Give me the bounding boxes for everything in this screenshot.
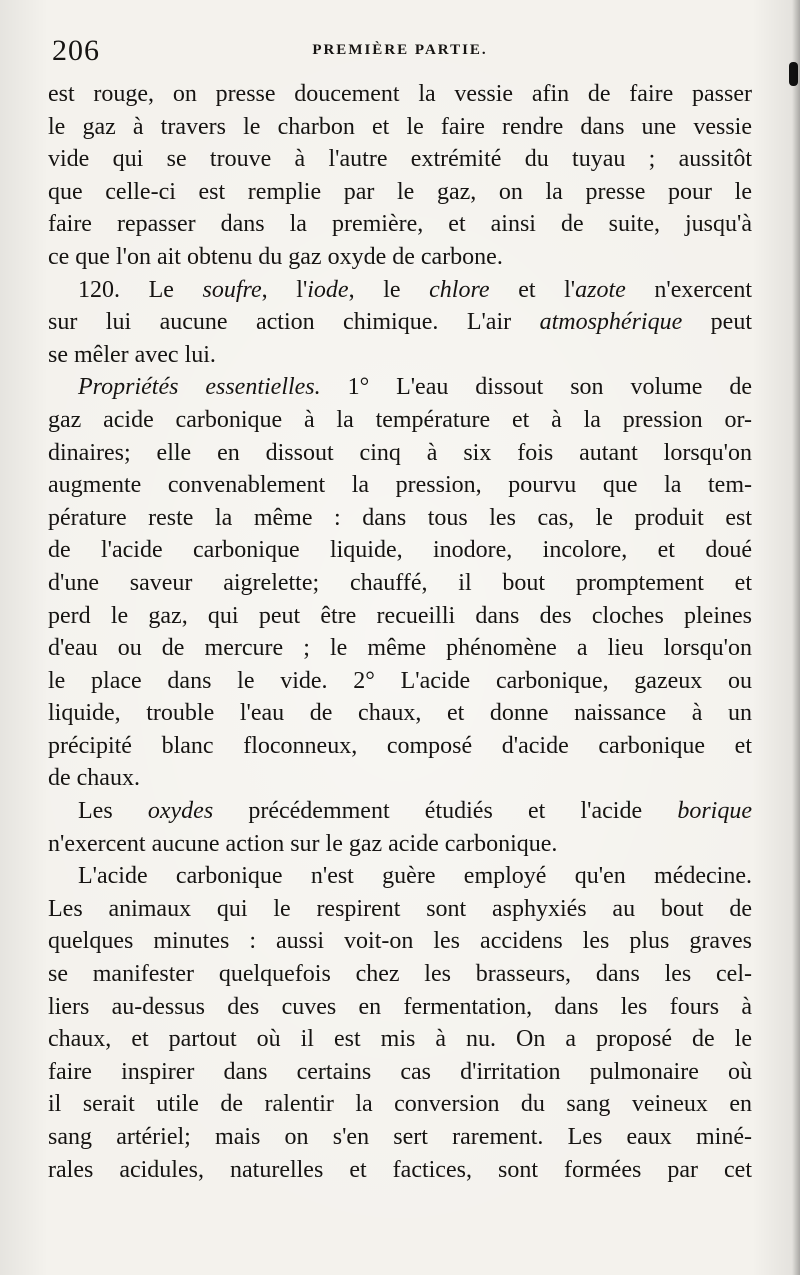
text-line-9: se mêler avec lui. bbox=[48, 341, 216, 368]
text-line-26: Les animaux qui le respirent sont asphyxiés au bout de bbox=[48, 895, 752, 922]
text-line-14: pérature reste la même : dans tous les cas, le produit est bbox=[48, 504, 752, 531]
text-line-24: n'exercent aucune action sur le gaz acide carbonique. bbox=[48, 830, 558, 857]
term-chlore: chlore bbox=[429, 276, 490, 303]
text-line-12: dinaires; elle en dissout cinq à six fois autant lorsqu'on bbox=[48, 439, 752, 466]
text-line-28: se manifester quelquefois chez les brasseurs, dans les cel- bbox=[48, 961, 752, 988]
text-line-21: précipité blanc floconneux, composé d'acide carbonique et bbox=[48, 732, 752, 759]
text-line-23: Les oxydes précédemment étudiés et l'acide borique bbox=[78, 798, 752, 825]
term-borique: borique bbox=[677, 798, 752, 825]
text-line-15: de l'acide carbonique liquide, inodore, incolore, et doué bbox=[48, 537, 752, 564]
text-line-4: que celle-ci est remplie par le gaz, on la presse pour le bbox=[48, 178, 752, 205]
text-line-8: sur lui aucune action chimique. L'air atmosphérique peut bbox=[48, 309, 752, 336]
paragraph-number: 120. bbox=[78, 276, 120, 303]
text-line-33: sang artériel; mais on s'en sert rarement. Les eaux miné- bbox=[48, 1124, 752, 1150]
text-line-31: faire inspirer dans certains cas d'irritation pulmonaire où bbox=[48, 1058, 752, 1085]
text-line-34: rales acidules, naturelles et factices, sont formées par cet bbox=[48, 1156, 752, 1183]
running-head bbox=[50, 30, 750, 70]
text-line-7: 120. Le soufre, l'iode, le chlore et l'azote n'exercent bbox=[78, 276, 752, 303]
text-line-2: le gaz à travers le charbon et le faire rendre dans une vessie bbox=[48, 113, 752, 140]
text-line-11: gaz acide carbonique à la température et à la pression or- bbox=[48, 406, 752, 433]
text-line-20: liquide, trouble l'eau de chaux, et donne naissance à un bbox=[48, 700, 752, 727]
text-line-1: est rouge, on presse doucement la vessie afin de faire passer bbox=[48, 81, 752, 107]
text-line-19: le place dans le vide. 2° L'acide carbonique, gazeux ou bbox=[48, 667, 752, 694]
text-line-25: L'acide carbonique n'est guère employé qu'en médecine. bbox=[78, 863, 752, 890]
text-line-18: d'eau ou de mercure ; le même phénomène a lieu lorsqu'on bbox=[48, 635, 752, 662]
page-number: 206 bbox=[52, 34, 100, 67]
text-line-16: d'une saveur aigrelette; chauffé, il bout promptement et bbox=[48, 569, 752, 596]
text-line-32: il serait utile de ralentir la conversion du sang veineux en bbox=[48, 1091, 752, 1118]
term-azote: azote bbox=[575, 276, 626, 303]
page-edge-mark bbox=[789, 62, 798, 86]
text-line-6: ce que l'on ait obtenu du gaz oxyde de carbone. bbox=[48, 243, 503, 270]
text-line-17: perd le gaz, qui peut être recueilli dans des cloches pleines bbox=[48, 602, 752, 629]
text-line-13: augmente convenablement la pression, pourvu que la tem- bbox=[48, 472, 752, 499]
text-line-10: Propriétés essentielles. 1° L'eau dissout son volume de bbox=[78, 374, 752, 401]
text-line-5: faire repasser dans la première, et ainsi de suite, jusqu'à bbox=[48, 211, 752, 238]
term-iode: iode bbox=[307, 276, 349, 303]
body-text bbox=[48, 78, 752, 1186]
text-line-3: vide qui se trouve à l'autre extrémité du tuyau ; aussitôt bbox=[48, 146, 752, 173]
text-line-22: de chaux. bbox=[48, 765, 140, 792]
term-oxydes: oxydes bbox=[147, 798, 214, 825]
running-head-title: PREMIÈRE PARTIE. bbox=[312, 42, 488, 58]
text-line-29: liers au-dessus des cuves en fermentation, dans les fours à bbox=[48, 993, 752, 1020]
term-atmospherique: atmosphérique bbox=[539, 309, 683, 336]
term-soufre: soufre bbox=[202, 276, 262, 303]
text-line-27: quelques minutes : aussi voit-on les accidens les plus graves bbox=[48, 928, 752, 955]
text-line-30: chaux, et partout où il est mis à nu. On a proposé de le bbox=[48, 1026, 752, 1053]
section-heading-proprietes: Propriétés essentielles. bbox=[78, 374, 321, 401]
